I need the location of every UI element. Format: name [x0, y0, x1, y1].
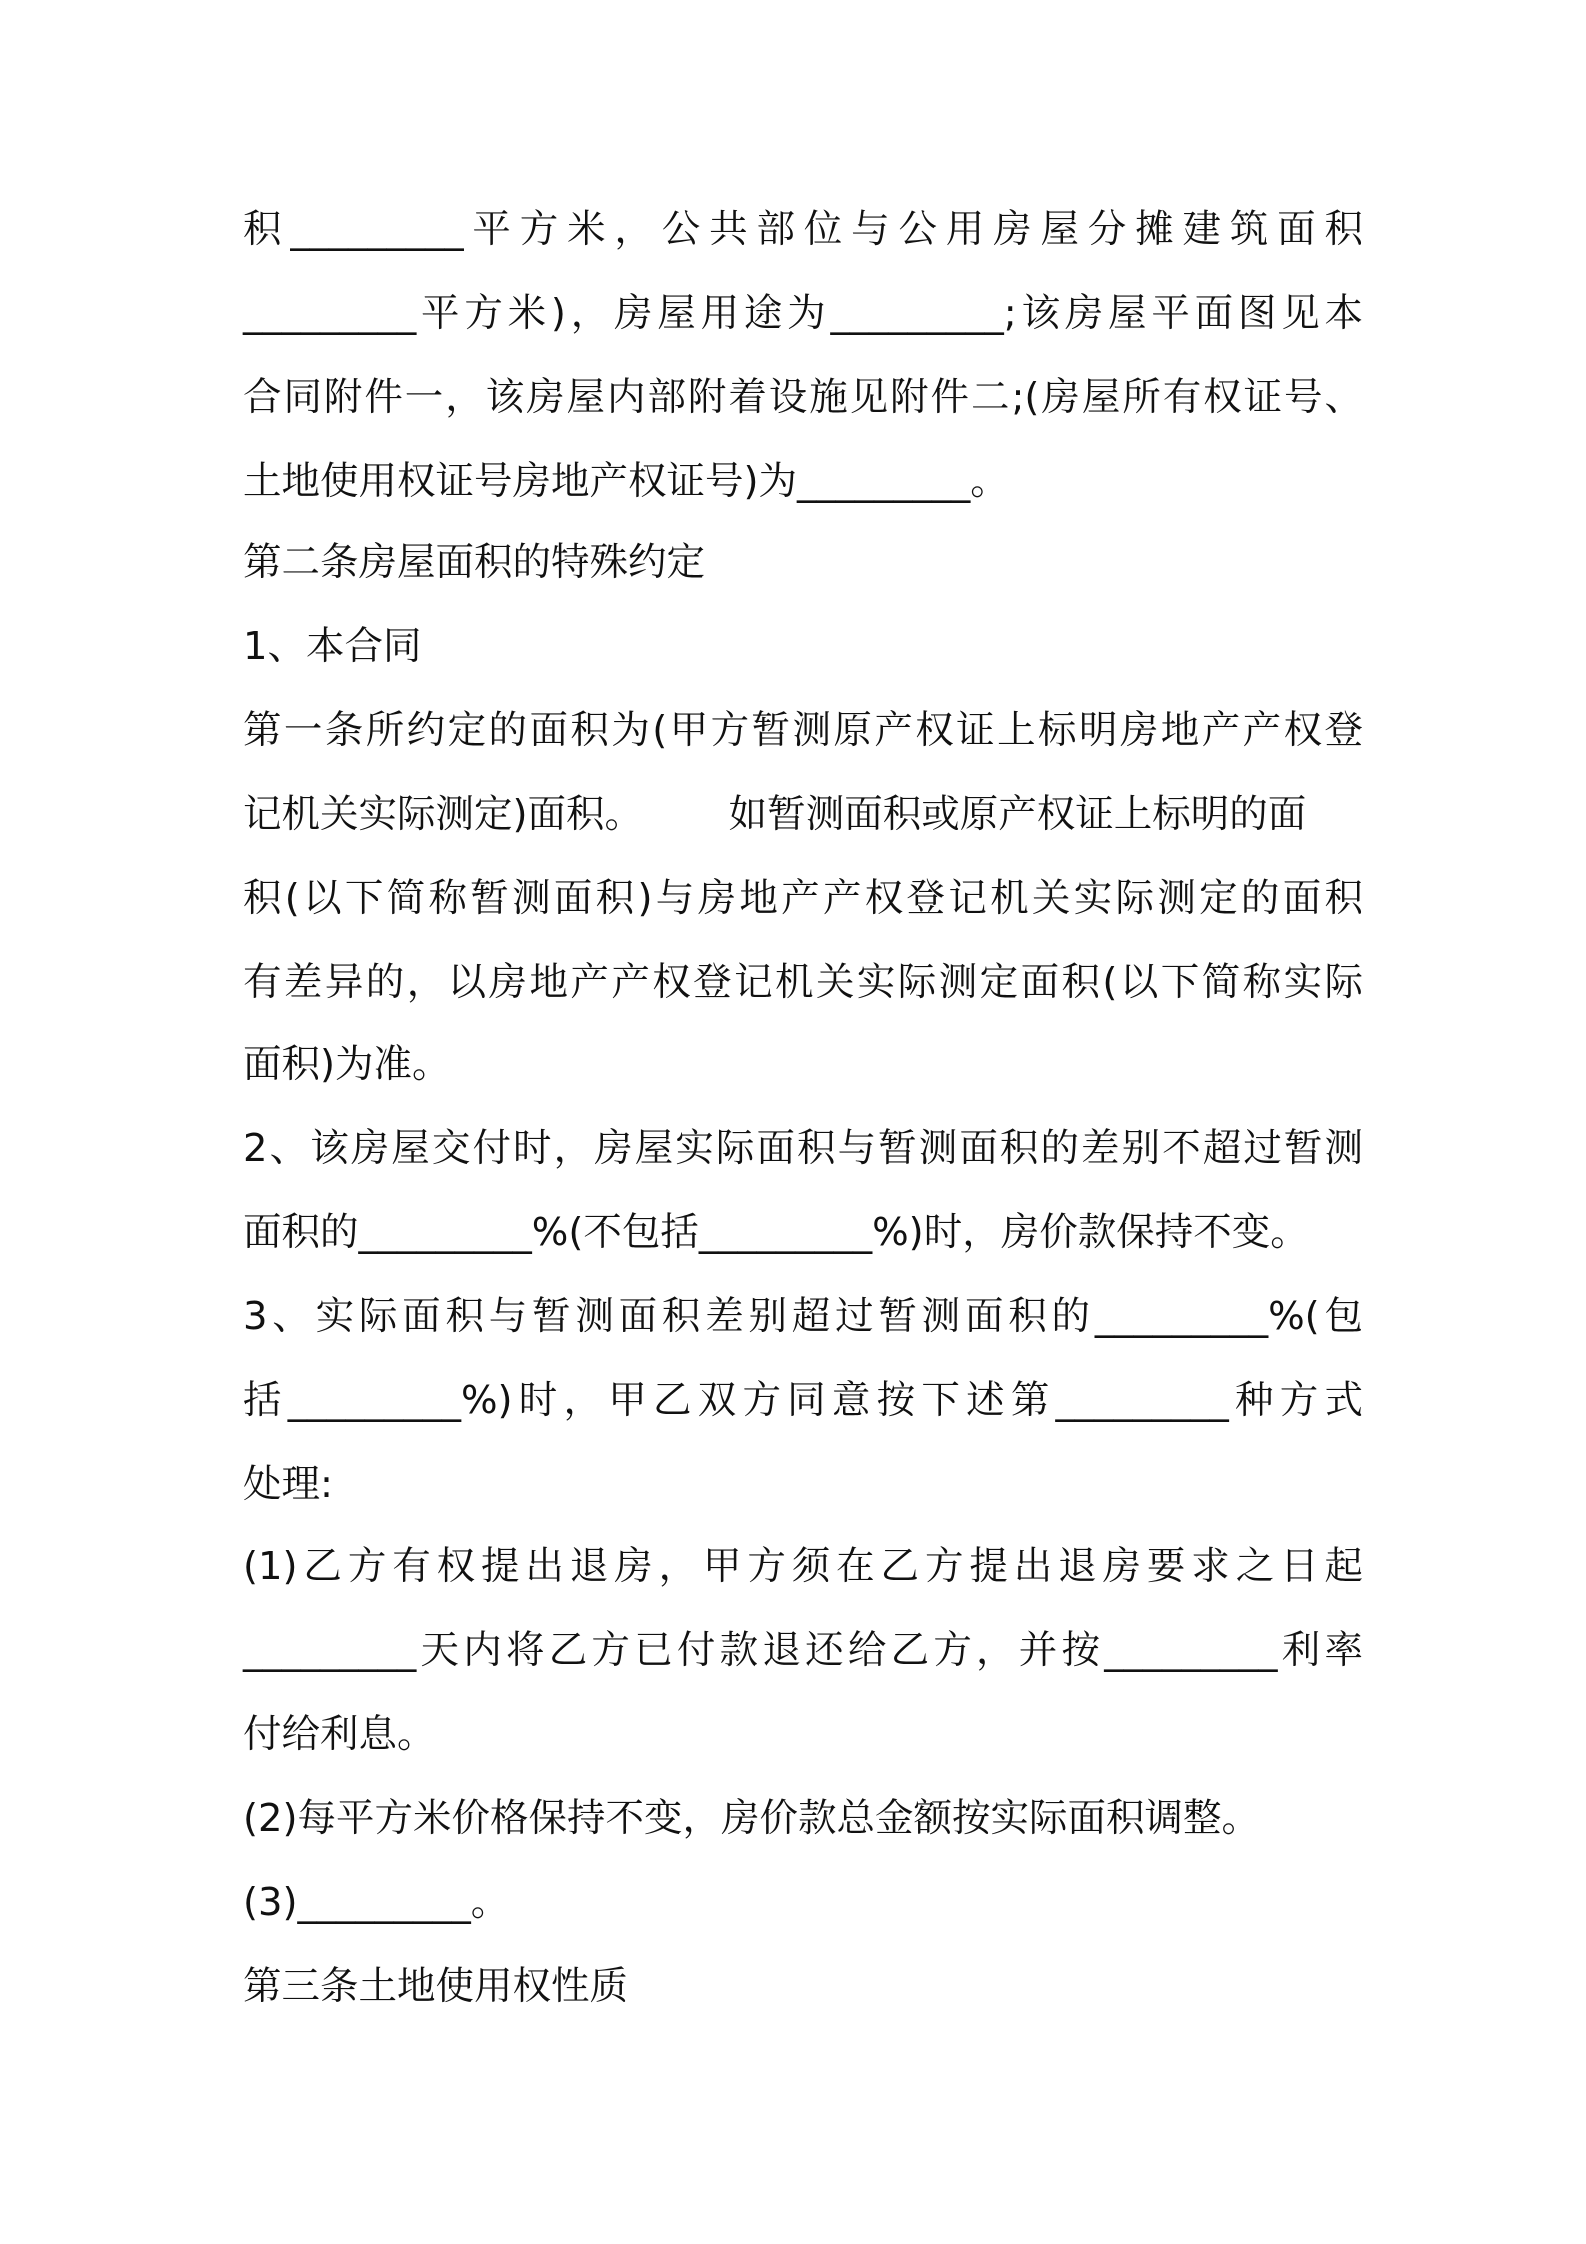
text-line-17: (1)乙方有权提出退房，甲方须在乙方提出退房要求之日起 — [243, 1544, 1363, 1589]
text-line-11: 面积)为准。 — [243, 1042, 451, 1087]
article-heading-2: 第二条房屋面积的特殊约定 — [243, 540, 706, 585]
text-line-18: _________天内将乙方已付款退还给乙方，并按_________利率 — [243, 1628, 1363, 1673]
text-line-21: (3)_________。 — [243, 1880, 510, 1925]
text-line-2: _________平方米)，房屋用途为_________;该房屋平面图见本 — [243, 291, 1363, 336]
text-line-16: 处理: — [243, 1462, 333, 1507]
text-line-1: 积_________平方米，公共部位与公用房屋分摊建筑面积 — [243, 207, 1363, 252]
text-line-19: 付给利息。 — [243, 1712, 436, 1757]
text-line-15: 括_________%)时，甲乙双方同意按下述第_________种方式 — [243, 1378, 1363, 1423]
text-line-10: 有差异的，以房地产产权登记机关实际测定面积(以下简称实际 — [243, 960, 1363, 1005]
text-line-12: 2、该房屋交付时，房屋实际面积与暂测面积的差别不超过暂测 — [243, 1126, 1363, 1171]
text-line-8: 记机关实际测定)面积。 如暂测面积或原产权证上标明的面 — [243, 792, 1307, 837]
text-line-20: (2)每平方米价格保持不变，房价款总金额按实际面积调整。 — [243, 1796, 1261, 1841]
text-line-6: 1、本合同 — [243, 624, 422, 669]
text-line-7: 第一条所约定的面积为(甲方暂测原产权证上标明房地产产权登 — [243, 708, 1363, 753]
text-line-3: 合同附件一，该房屋内部附着设施见附件二;(房屋所有权证号、 — [243, 375, 1363, 420]
text-line-9: 积(以下简称暂测面积)与房地产产权登记机关实际测定的面积 — [243, 876, 1363, 921]
text-line-13: 面积的_________%(不包括_________%)时，房价款保持不变。 — [243, 1210, 1309, 1255]
text-line-4: 土地使用权证号房地产权证号)为_________。 — [243, 459, 1009, 504]
text-line-14: 3、实际面积与暂测面积差别超过暂测面积的_________%(包 — [243, 1294, 1363, 1339]
article-heading-3: 第三条土地使用权性质 — [243, 1964, 629, 2009]
